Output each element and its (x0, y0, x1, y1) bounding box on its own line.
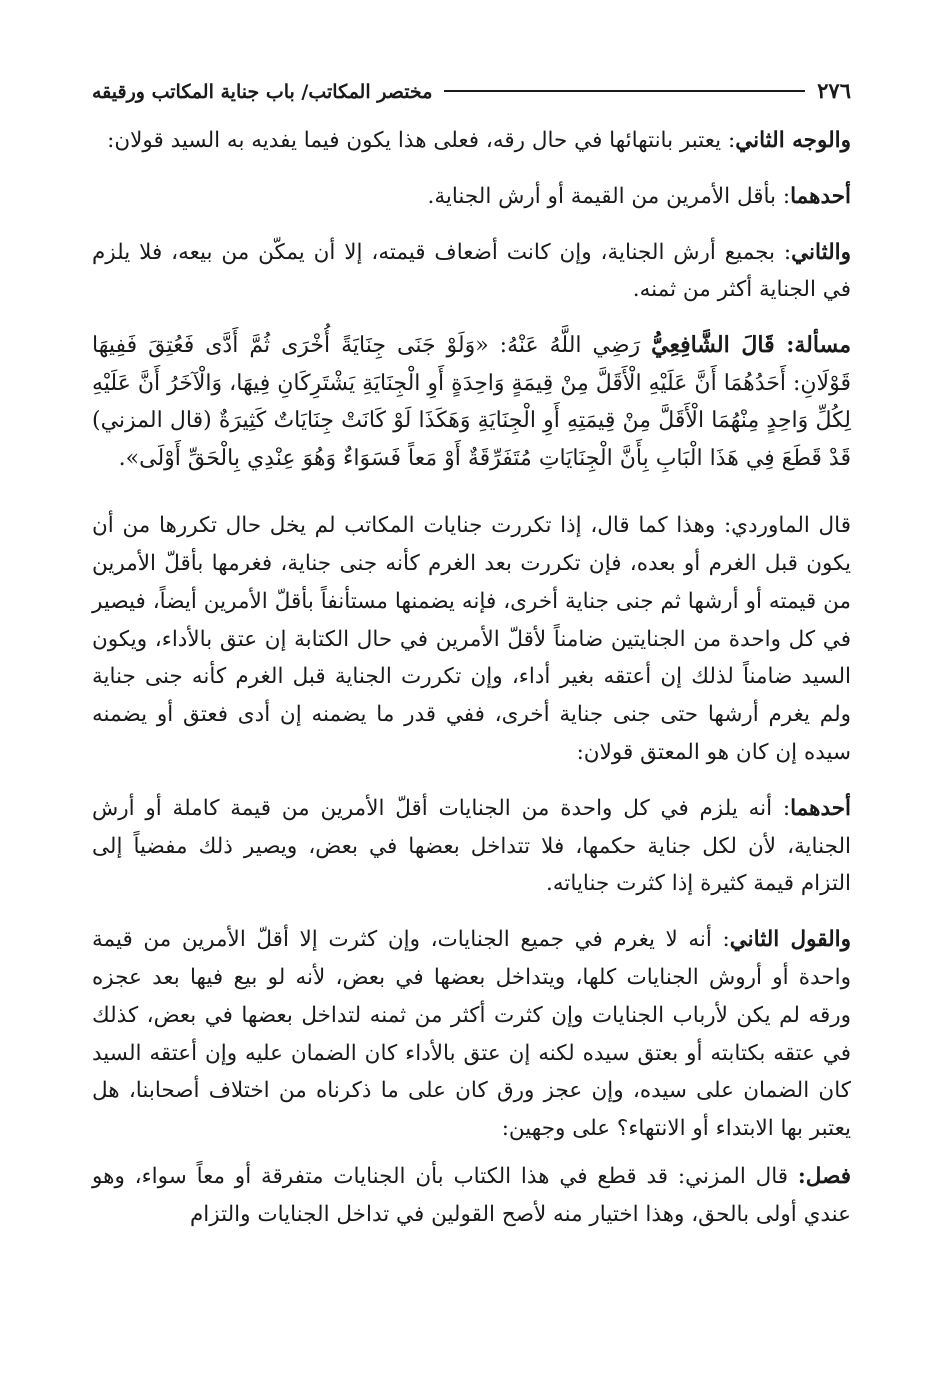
paragraph-text: قال المزني: قد قطع في هذا الكتاب بأن الجنايات متفرقة أو معاً سواء، وهو عندي أولى بالحق، وهذا اختيار منه لأصح القولين في تداخل الجنايات والتزام (92, 1163, 851, 1227)
paragraph (92, 921, 851, 1148)
paragraph-text: : أنه يلزم في كل واحدة من الجنايات أقلّ الأمرين من قيمة كاملة أو أرش الجناية، لأن لكل جناية حكمها، فلا تتداخل بعضها في بعض، ويصير ذلك مفضياً إلى التزام قيمة كثيرة إذا كثرت جناياته. (92, 795, 851, 897)
paragraph-lead: أحدهما (790, 183, 851, 209)
paragraph-lead: والقول الثاني (729, 927, 851, 953)
paragraph-text: : بجميع أرش الجناية، وإن كانت أضعاف قيمته، إلا أن يمكّن من بيعه، فلا يلزم في الجناية أكثر من ثمنه. (92, 239, 851, 303)
paragraph-text: : أنه لا يغرم في جميع الجنايات، وإن كثرت إلا أقلّ الأمرين من قيمة واحدة أو أروش الجنايات كلها، ويتداخل بعضها في بعض، لأنه لو بيع فيها بعد عجزه ورقه لم يكن لأرباب الجنايات وإن كثرت أكثر من ثمنه لتداخل بعضها في بعض، كذلك في عتقه بكتابته أو بعتق سيده لكنه إن عتق بالأداء كان الضمان عليه وإن أعتقه السيد كان الضمان على سيده، وإن عجز ورق كان على ما ذكرناه من اختلاف أصحابنا، هل يعتبر بها الابتداء أو الانتهاء؟ على وجهين: (92, 927, 851, 1142)
paragraph-text: رَضِي اللَّهُ عَنْهُ: «وَلَوْ جَنَى جِنَايَةً أُخْرَى ثُمَّ أَدَّى فَعُتِقَ فَفِيهَا قَوْلَانِ: أَحَدُهُمَا أَنَّ عَلَيْهِ الْأَقَلَّ مِنْ قِيمَةٍ وَاحِدَةٍ أَوِ الْجِنَايَةِ يَشْتَرِكَانِ فِيهَا، وَالْآخَرُ أَنَّ عَلَيْهِ لِكُلِّ وَاحِدٍ مِنْهُمَا الْأَقَلَّ مِنْ قِيمَتِهِ أَوِ الْجِنَايَةِ وَهَكَذَا لَوْ كَانَتْ جِنَايَاتٌ كَثِيرَةٌ (قال المزني) قَدْ قَطَعَ فِي هَذَا الْبَابِ بِأَنَّ الْجِنَايَاتِ مُتَفَرِّقَةٌ أَوْ مَعاً فَسَوَاءٌ وَهُوَ عِنْدِي بِالْحَقِّ أَوْلَى». (92, 333, 851, 471)
paragraph (92, 1158, 851, 1234)
paragraph-lead: والوجه الثاني (735, 128, 851, 153)
paragraph (92, 234, 851, 310)
paragraph (92, 790, 851, 903)
paragraph (92, 507, 851, 772)
paragraph-lead: أحدهما (790, 795, 851, 821)
page-number: ٢٧٦ (817, 78, 851, 103)
paragraph-text: قال الماوردي: وهذا كما قال، إذا تكررت جنايات المكاتب لم يخل حال تكررها من أن يكون قبل الغرم أو بعده، فإن تكررت بعد الغرم كأنه جنى جناية، فغرمها بأقلّ الأمرين من قيمته أو أرشها ثم جنى جناية أخرى، فإنه يضمنها مستأنفاً بأقلّ الأمرين أيضاً، فيصير في كل واحدة من الجنايتين ضامناً لأقلّ الأمرين في حال الكتابة إن عتق بالأداء، ويكون السيد ضامناً لذلك إن أعتقه بغير أداء، وإن تكررت الجناية قبل الغرم كأنه جنى جناية ولم يغرم أرشها حتى جنى جناية أخرى، ففي قدر ما يضمنه إن أدى فعتق أو يضمنه سيده إن كان هو المعتق قولان: (92, 513, 851, 765)
paragraph-lead: فصل: (797, 1163, 851, 1189)
paragraph-text: : بأقل الأمرين من القيمة أو أرش الجناية. (427, 183, 791, 209)
chapter-title: مختصر المكاتب/ باب جناية المكاتب ورقيقه (92, 81, 433, 103)
paragraph-lead: والثاني (791, 239, 851, 265)
masala-paragraph (92, 327, 851, 477)
running-header (92, 78, 851, 112)
paragraph-text: : يعتبر بانتهائها في حال رقه، فعلى هذا يكون فيما يفديه به السيد قولان: (107, 128, 736, 153)
paragraph-lead: مسألة: قَالَ الشَّافِعِيُّ (651, 332, 851, 359)
header-rule (444, 90, 805, 92)
paragraph (92, 122, 851, 160)
paragraph (92, 178, 851, 216)
